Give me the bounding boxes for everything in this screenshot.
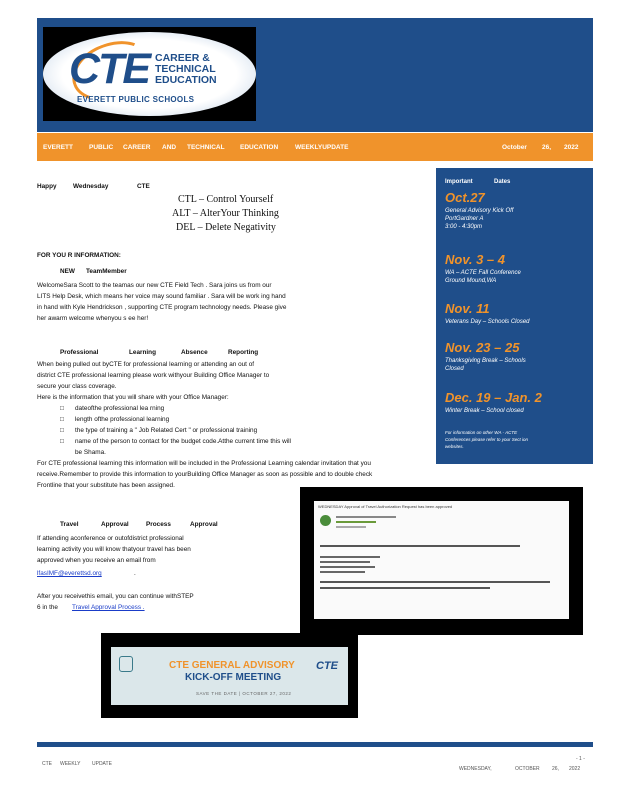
email-text-placeholder <box>320 581 550 583</box>
footer-date: OCTOBER <box>515 766 540 772</box>
email-text-placeholder <box>320 566 375 568</box>
important-dates-sidebar <box>436 168 593 464</box>
email-preview <box>314 501 569 619</box>
sender-avatar <box>320 515 331 526</box>
footer-word: UPDATE <box>92 761 112 767</box>
banner-subline: SAVE THE DATE | OCTOBER 27, 2022 <box>196 691 292 696</box>
section-heading: Process <box>146 521 171 528</box>
event-date: Nov. 3 – 4 <box>445 252 505 267</box>
paragraph-line: If attending aconference or outofdistrict professional <box>37 535 184 542</box>
motto-line: ALT – AlterYour Thinking <box>172 208 279 219</box>
section-heading: Reporting <box>228 349 259 356</box>
footer-word: CTE <box>42 761 52 767</box>
email-text-placeholder <box>336 526 366 528</box>
banner-panel <box>111 647 348 705</box>
paragraph-line: Here is the information that you will share with your Office Manager: <box>37 394 229 401</box>
bullet-marker: □ <box>60 416 64 423</box>
banner-mini-logo: CTE <box>316 660 338 672</box>
email-screenshot <box>300 487 583 635</box>
subheading: TeamMember <box>86 268 127 275</box>
section-heading: Absence <box>181 349 208 356</box>
cte-logo <box>43 27 256 121</box>
event-line: Closed <box>445 366 464 372</box>
email-text-placeholder <box>320 561 370 563</box>
section-heading: Learning <box>129 349 156 356</box>
drink-cup-icon <box>119 656 133 672</box>
date-month: October <box>502 144 527 151</box>
banner-title-2: KICK-OFF MEETING <box>185 672 282 683</box>
paragraph-line: district CTE professional learning please work withyour Building Office Manager to <box>37 372 270 379</box>
date-year: 2022 <box>564 144 579 151</box>
email-text-placeholder <box>320 545 520 547</box>
section-heading: FOR YOU R INFORMATION: <box>37 252 121 259</box>
masthead-word: AND <box>162 144 177 151</box>
banner-title-1: CTE GENERAL ADVISORY <box>169 660 295 671</box>
kickoff-banner <box>101 633 358 718</box>
bullet-item-tail: be Shama. <box>75 449 106 456</box>
event-date: Dec. 19 – Jan. 2 <box>445 390 542 405</box>
footer-date: 26, <box>552 766 559 772</box>
logo-line-2: TECHNICAL <box>155 63 216 75</box>
section-heading: Professional <box>60 349 99 356</box>
email-text-placeholder <box>320 587 490 589</box>
bullet-marker: □ <box>60 405 64 412</box>
event-date: Oct.27 <box>445 190 485 205</box>
paragraph-line: After you receivethis email, you can continue withSTEP <box>37 593 194 600</box>
event-date: Nov. 11 <box>445 301 490 316</box>
email-subject: WEDNESDAY Approval of Travel Authorization Request has been approved <box>318 504 453 509</box>
date-day: 26, <box>542 144 552 151</box>
greeting: Happy <box>37 183 57 190</box>
masthead-word: EDUCATION <box>240 144 279 151</box>
punctuation: . <box>134 570 136 577</box>
event-date: Nov. 23 – 25 <box>445 340 520 355</box>
greeting: Wednesday <box>73 183 109 190</box>
footer-rule <box>37 742 593 747</box>
bullet-item: the type of training a " Job Related Cert " or professional training <box>75 427 258 434</box>
logo-line-1: CAREER & <box>155 52 210 64</box>
paragraph-line: her awarm welcome whenyou s ee her! <box>37 315 149 322</box>
sidebar-footnote: For information on other WA - ACTE <box>445 430 518 435</box>
event-line: Thanksgiving Break – Schools <box>445 358 526 364</box>
bullet-item: dateofthe professional lea rning <box>75 405 165 412</box>
paragraph-line: When being pulled out byCTE for professional learning or attending an out of <box>37 361 255 368</box>
event-line: Winter Break – School closed <box>445 408 524 414</box>
bullet-marker: □ <box>60 427 64 434</box>
email-text-placeholder <box>320 556 380 558</box>
footer-date: 2022 <box>569 766 581 772</box>
masthead-word: TECHNICAL <box>187 144 225 151</box>
subheading: NEW <box>60 268 75 275</box>
logo-line-3: EDUCATION <box>155 74 217 86</box>
paragraph-line: Frontline that your substitute has been assigned. <box>37 482 175 489</box>
bullet-item: length ofthe professional learning <box>75 416 170 423</box>
sidebar-footnote: websites. <box>445 444 464 449</box>
section-heading: Approval <box>101 521 129 528</box>
footer-word: WEEKLY <box>60 761 81 767</box>
masthead-word: WEEKLYUPDATE <box>295 144 349 151</box>
paragraph-line: receive.Remember to provide this information to yourBuilding Office Manager as soon as possible and to double check <box>37 471 373 478</box>
sidebar-title-b: Dates <box>494 179 511 185</box>
event-line: WA – ACTE Fall Conference <box>445 270 521 276</box>
paragraph-line: approved when you receive an email from <box>37 557 156 564</box>
email-text-placeholder <box>336 516 396 518</box>
bullet-marker: □ <box>60 438 64 445</box>
event-line: Veterans Day – Schools Closed <box>445 319 530 325</box>
paragraph-line: secure your class coverage. <box>37 383 117 390</box>
email-text-placeholder <box>336 521 376 523</box>
paragraph-line: in hand with Kyle Hendrickson , supporting CTE program technology needs. Please give <box>37 304 287 311</box>
section-heading: Approval <box>190 521 218 528</box>
logo-letters: CTE <box>69 45 149 93</box>
event-line: PortGardner A <box>445 216 484 222</box>
email-text-placeholder <box>320 571 365 573</box>
bullet-item: name of the person to contact for the budget code.Atthe current time this will <box>75 438 291 445</box>
masthead-word: PUBLIC <box>89 144 114 151</box>
masthead-date <box>424 133 593 161</box>
motto-line: DEL – Delete Negativity <box>176 222 276 233</box>
greeting: CTE <box>137 183 150 190</box>
paragraph-line: LITS Help Desk, which means her voice may sound familiar . Sara will be work ing hand <box>37 293 286 300</box>
paragraph-line: For CTE professional learning this information will be included in the Professional Learning calendar invitation that you <box>37 460 371 467</box>
email-link[interactable]: lfasIMF@everettsd.org <box>37 570 102 577</box>
logo-line-4: EVERETT PUBLIC SCHOOLS <box>77 95 195 104</box>
travel-approval-link[interactable]: Travel Approval Process . <box>72 604 145 611</box>
paragraph-line: learning activity you will know thatyour travel has been <box>37 546 191 553</box>
section-heading: Travel <box>60 521 79 528</box>
footer-date: WEDNESDAY, <box>459 766 492 772</box>
event-line: Ground Mound,WA <box>445 278 497 284</box>
paragraph-line: WelcomeSara Scott to the teamas our new CTE Field Tech . Sara joins us from our <box>37 282 272 289</box>
masthead-title-bar <box>37 133 424 161</box>
event-line: 3:00 - 4:30pm <box>445 224 483 230</box>
event-line: General Advisory Kick Off <box>445 208 514 214</box>
motto-line: CTL – Control Yourself <box>178 194 274 205</box>
paragraph-line: 6 in the <box>37 604 58 611</box>
page-number: - 1 - <box>576 756 585 762</box>
sidebar-footnote: Conferences please refer to your Sect ion <box>445 437 529 442</box>
sidebar-title-a: Important <box>445 179 473 185</box>
masthead-word: CAREER <box>123 144 151 151</box>
masthead-word: EVERETT <box>43 144 73 151</box>
